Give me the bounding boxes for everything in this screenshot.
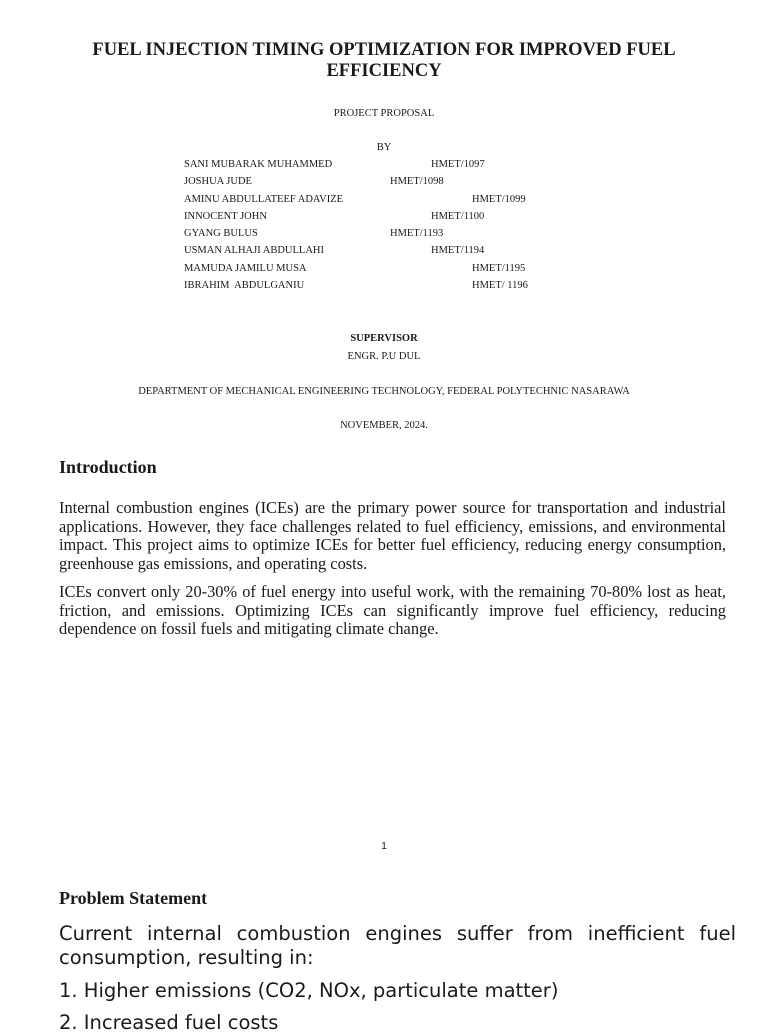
document-date: NOVEMBER, 2024. bbox=[340, 420, 428, 431]
author-name: INNOCENT JOHN bbox=[184, 210, 267, 222]
document-subtitle: PROJECT PROPOSAL bbox=[333, 108, 435, 119]
author-name: AMINU ABDULLATEEF ADAVIZE bbox=[184, 193, 344, 205]
document-title: FUEL INJECTION TIMING OPTIMIZATION FOR IMPROVED FUEL EFFICIENCY bbox=[92, 40, 676, 81]
author-row bbox=[184, 227, 584, 244]
author-name: GYANG BULUS bbox=[184, 228, 258, 240]
author-name: IBRAHIM ABDULGANIU bbox=[184, 280, 305, 292]
author-name: USMAN ALHAJI ABDULLAHI bbox=[184, 245, 325, 257]
author-row bbox=[184, 210, 584, 227]
author-id: HMET/1100 bbox=[431, 210, 485, 222]
supervisor-label: SUPERVISOR bbox=[350, 333, 418, 344]
by-label: BY bbox=[376, 142, 392, 153]
department-name: DEPARTMENT OF MECHANICAL ENGINEERING TECHNOLOGY, FEDERAL POLYTECHNIC NASARAWA bbox=[138, 386, 630, 397]
problem-list-item: 1. Higher emissions (CO2, NOx, particulate matter) bbox=[59, 979, 559, 1002]
author-id: HMET/1097 bbox=[431, 159, 485, 170]
author-row bbox=[184, 244, 584, 261]
author-id: HMET/1195 bbox=[472, 262, 526, 274]
author-id: HMET/1193 bbox=[390, 228, 444, 240]
author-name: SANI MUBARAK MUHAMMED bbox=[184, 159, 333, 170]
introduction-paragraph: ICEs convert only 20-30% of fuel energy into useful work, with the remaining 70-80% lost as heat, friction, and emissions. Optimizing ICEs can significantly improve fuel efficiency, reducing dependence on fossil fuels and mitigating climate change. bbox=[59, 582, 726, 638]
introduction-paragraph: Internal combustion engines (ICEs) are the primary power source for transportation and industrial applications. However, they face challenges related to fuel efficiency, emissions, and environmental impact. This project aims to optimize ICEs for better fuel efficiency, reducing energy consumption, greenhouse gas emissions, and operating costs. bbox=[59, 498, 726, 573]
author-list bbox=[184, 158, 584, 296]
author-id: HMET/1194 bbox=[431, 245, 485, 257]
problem-list-item: 2. Increased fuel costs bbox=[59, 1011, 279, 1034]
author-row bbox=[184, 262, 584, 279]
author-id: HMET/ 1196 bbox=[472, 280, 528, 292]
introduction-heading: Introduction bbox=[59, 457, 157, 477]
supervisor-name: ENGR. P.U DUL bbox=[347, 351, 421, 362]
author-name: MAMUDA JAMILU MUSA bbox=[184, 262, 307, 274]
problem-statement-heading: Problem Statement bbox=[59, 888, 208, 908]
author-row bbox=[184, 279, 584, 296]
author-id: HMET/1099 bbox=[472, 193, 526, 205]
author-row bbox=[184, 193, 584, 210]
author-name: JOSHUA JUDE bbox=[184, 176, 252, 188]
author-row bbox=[184, 158, 584, 175]
problem-statement-intro: Current internal combustion engines suffer from inefficient fuel consumption, resulting in: bbox=[59, 922, 736, 969]
author-id: HMET/1098 bbox=[390, 176, 444, 188]
page-number: 1 bbox=[381, 840, 387, 852]
author-row bbox=[184, 175, 584, 192]
